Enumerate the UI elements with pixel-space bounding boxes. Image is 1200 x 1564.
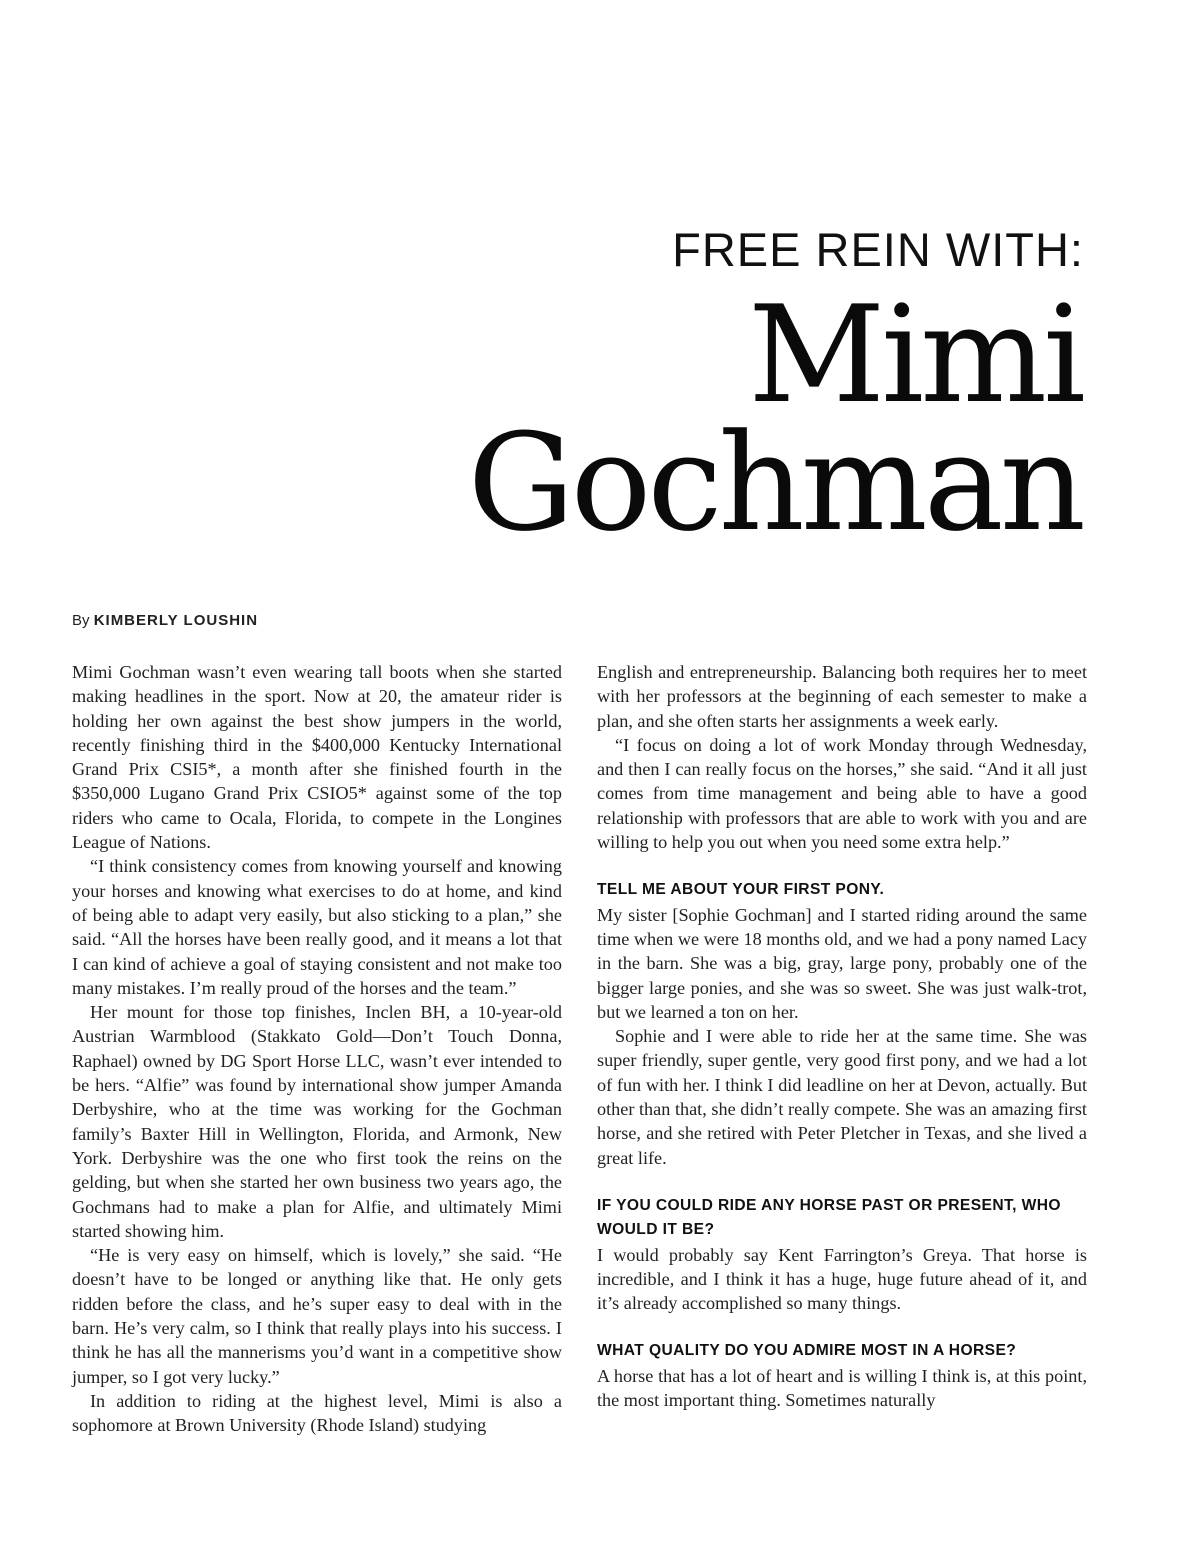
answer-paragraph: I would probably say Kent Farrington’s Greya. That horse is incredible, and I think it has a huge, huge future ahead of it, and it’s already accomplished so many things. [597,1244,1087,1314]
body-paragraph: In addition to riding at the highest level, Mimi is also a sophomore at Brown University (Rhode Island) studying [72,1390,562,1436]
article-title-line-1: Mimi [748,277,1082,433]
question-heading: IF YOU COULD RIDE ANY HORSE PAST OR PRESENT, WHO WOULD IT BE? [597,1196,1061,1239]
question-heading: TELL ME ABOUT YOUR FIRST PONY. [597,881,885,899]
body-paragraph: “He is very easy on himself, which is lovely,” she said. “He doesn’t have to be longed or anything like that. He only gets ridden before the class, and he’s super easy to deal with in the barn. He’s very calm, so I think that really plays into his success. I think he has all the mannerisms you’d want in a competitive show jumper, so I got very lucky.” [72,1245,562,1387]
right-column [597,660,1087,1412]
question-heading: WHAT QUALITY DO YOU ADMIRE MOST IN A HORSE? [597,1342,1017,1360]
body-paragraph: Her mount for those top finishes, Inclen BH, a 10-year-old Austrian Warmblood (Stakkato Gold—Don’t Touch Donna, Raphael) owned by DG Sport Horse LLC, wasn’t ever intended to be hers. “Alfie” was found by international show jumper Amanda Derbyshire, who at the time was working for the Gochman family’s Baxter Hill in Wellington, Florida, and Armonk, New York. Derbyshire was the one who first took the reins on the gelding, but when she started her own business two years ago, the Gochmans had to make a plan for Alfie, and ultimately Mimi started showing him. [72,1002,562,1241]
byline-author: KIMBERLY LOUSHIN [93,612,259,629]
body-paragraph: “I focus on doing a lot of work Monday through Wednesday, and then I can really focus on the horses,” she said. “And it all just comes from time management and being able to have a good relationship with professors that are able to work with you and are willing to help you out when you need some extra help.” [597,734,1087,853]
left-column [72,660,562,1438]
body-paragraph: “I think consistency comes from knowing yourself and knowing your horses and knowing what exercises to do at home, and kind of being able to adapt very easily, but also sticking to a plan,” she said. “All the horses have been really good, and it means a lot that I can kind of achieve a goal of staying consistent and not make too many mistakes. I’m really proud of the horses and the team.” [72,856,562,998]
byline [72,612,258,629]
answer-paragraph: My sister [Sophie Gochman] and I started riding around the same time when we were 18 months old, and we had a pony named Lacy in the barn. She was a big, gray, large pony, probably one of the bigger large ponies, and she was so sweet. She was just walk-trot, but we learned a ton on her. [597,904,1087,1022]
answer-paragraph: Sophie and I were able to ride her at the same time. She was super friendly, super gentle, very good first pony, and we had a lot of fun with her. I think I did leadline on her at Devon, actually. But other than that, she didn’t really compete. She was an amazing first horse, and she retired with Peter Pletcher in Texas, and she lived a great life. [597,1026,1087,1168]
article-title-line-2: Gochman [467,405,1082,561]
byline-prefix: By [72,612,90,629]
article-kicker: FREE REIN WITH: [672,223,1084,276]
body-paragraph: Mimi Gochman wasn’t even wearing tall boots when she started making headlines in the sport. Now at 20, the amateur rider is holding her own against the best show jumpers in the world, recently finishing third in the $400,000 Kentucky International Grand Prix CSI5*, a month after she finished fourth in the $350,000 Lugano Grand Prix CSIO5* against some of the top riders who came to Ocala, Florida, to compete in the Longines League of Nations. [72,662,562,853]
body-paragraph: English and entrepreneurship. Balancing both requires her to meet with her professors at the beginning of each semester to make a plan, and she often starts her assignments a week early. [597,662,1087,731]
answer-paragraph: A horse that has a lot of heart and is willing I think is, at this point, the most important thing. Sometimes naturally [597,1365,1087,1411]
